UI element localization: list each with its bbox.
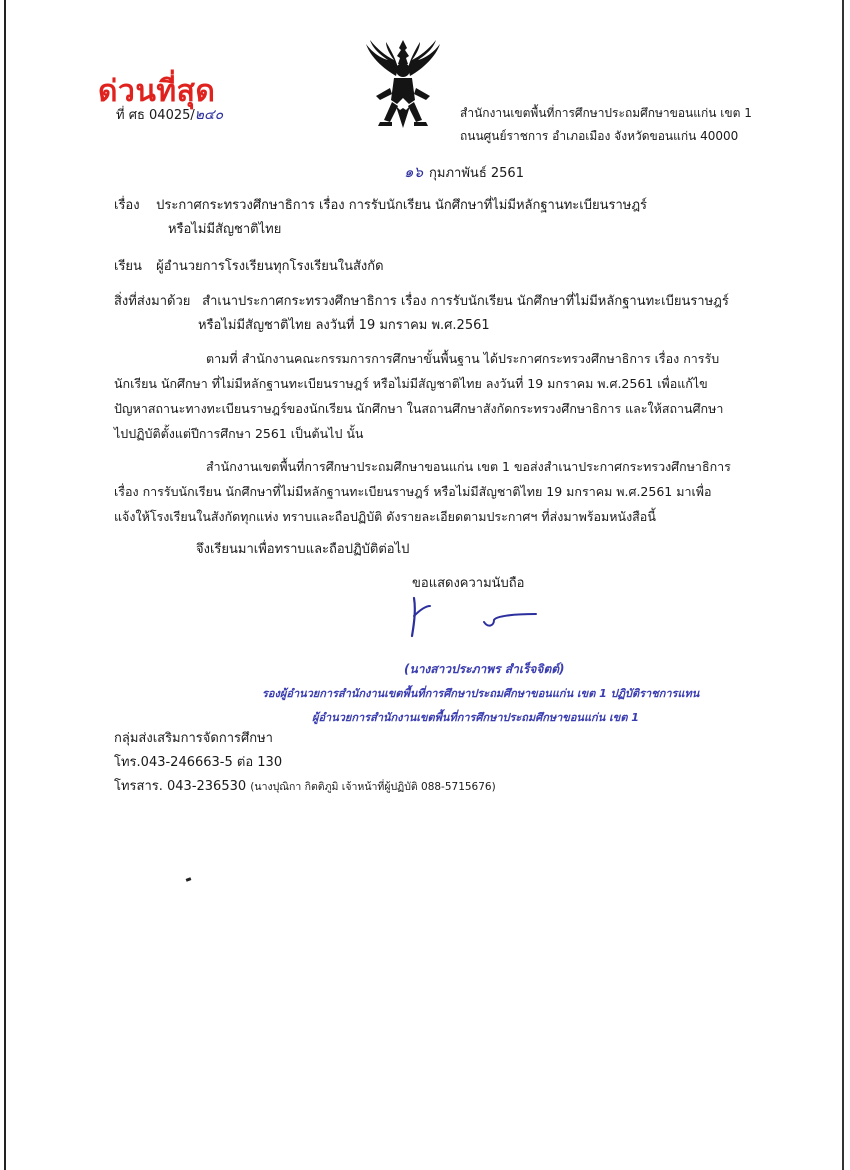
- garuda-emblem-icon: [362, 38, 444, 130]
- recipient-label: เรียน: [114, 259, 142, 274]
- document-number: [116, 104, 223, 126]
- signatory-position-stamp: รองผู้อำนวยการสำนักงานเขตพื้นที่การศึกษาประถมศึกษาขอนแก่น เขต 1 ปฏิบัติราชการแทน: [262, 687, 700, 700]
- enclosure-text-1: สำเนาประกาศกระทรวงศึกษาธิการ เรื่อง การรับนักเรียน นักศึกษาที่ไม่มีหลักฐานทะเบียนราษฎร์: [202, 294, 729, 309]
- paragraph-2-line-1: สำนักงานเขตพื้นที่การศึกษาประถมศึกษาขอนแก่น เขต 1 ขอส่งสำเนาประกาศกระทรวงศึกษาธิการ: [206, 459, 731, 474]
- contact-telephone: โทร.043-246663-5 ต่อ 130: [114, 755, 283, 770]
- date-month-year: กุมภาพันธ์ 2561: [429, 166, 524, 181]
- enclosure-line-2: หรือไม่มีสัญชาติไทย ลงวันที่ 19 มกราคม พ.ศ.2561: [198, 318, 490, 333]
- contact-fax: [114, 775, 496, 796]
- recipient-text: ผู้อำนวยการโรงเรียนทุกโรงเรียนในสังกัด: [156, 259, 384, 274]
- document-number-prefix: ที่ ศธ 04025/: [116, 108, 195, 123]
- organization-address: [460, 102, 752, 148]
- subject-line: [114, 194, 647, 215]
- recipient-line: [114, 255, 384, 276]
- signatory-authority-stamp: ผู้อำนวยการสำนักงานเขตพื้นที่การศึกษาประถมศึกษาขอนแก่น เขต 1: [312, 711, 639, 724]
- paragraph-1-line-4: ไปปฏิบัติตั้งแต่ปีการศึกษา 2561 เป็นต้นไป นั้น: [114, 426, 364, 441]
- body-paragraph-3: จึงเรียนมาเพื่อทราบและถือปฏิบัติต่อไป: [196, 542, 410, 557]
- document-date: [404, 160, 524, 184]
- scan-speck: [186, 877, 192, 882]
- paragraph-2-line-2: เรื่อง การรับนักเรียน นักศึกษาที่ไม่มีหลักฐานทะเบียนราษฎร์ หรือไม่มีสัญชาติไทย 19 มกราคม พ.ศ.2561 มาเพื่อ: [114, 484, 712, 499]
- paragraph-2-line-3: แจ้งให้โรงเรียนในสังกัดทุกแห่ง ทราบและถือปฏิบัติ ดังรายละเอียดตามประกาศฯ ที่ส่งมาพร้อมหนังสือนี้: [114, 509, 656, 524]
- document-number-handwritten: ๒๔๐: [194, 107, 224, 123]
- urgent-stamp: ด่วนที่สุด: [98, 74, 216, 109]
- contact-fax-number: โทรสาร. 043-236530: [114, 779, 247, 794]
- subject-label: เรื่อง: [114, 198, 140, 213]
- paragraph-1-line-3: ปัญหาสถานะทางทะเบียนราษฎร์ของนักเรียน นักศึกษา ในสถานศึกษาสังกัดกระทรวงศึกษาธิการ และให้สถานศึกษา: [114, 401, 724, 416]
- contact-officer-note: (นางปุณิกา กิตติภูมิ เจ้าหน้าที่ผู้ปฏิบัติ 088-5715676): [250, 781, 496, 793]
- paragraph-1-line-2: นักเรียน นักศึกษา ที่ไม่มีหลักฐานทะเบียนราษฎร์ หรือไม่มีสัญชาติไทย ลงวันที่ 19 มกราคม พ.ศ.2561 เพื่อแก้ไข: [114, 376, 708, 391]
- enclosure-label: สิ่งที่ส่งมาด้วย: [114, 294, 191, 309]
- enclosure-line: [114, 290, 729, 311]
- subject-line-2: หรือไม่มีสัญชาติไทย: [168, 222, 282, 237]
- closing-salutation: ขอแสดงความนับถือ: [412, 576, 525, 591]
- body-paragraph-2: [114, 454, 754, 529]
- signatory-name-stamp: (นางสาวประภาพร สำเร็จจิตต์): [404, 662, 565, 676]
- body-paragraph-1: [114, 346, 754, 446]
- organization-street: ถนนศูนย์ราชการ อำเภอเมือง จังหวัดขอนแก่น 40000: [460, 129, 739, 143]
- scan-border-left: [4, 0, 6, 1170]
- paragraph-1-line-1: ตามที่ สำนักงานคณะกรรมการการศึกษาขั้นพื้นฐาน ได้ประกาศกระทรวงศึกษาธิการ เรื่อง การรับ: [206, 351, 720, 366]
- organization-name: สำนักงานเขตพื้นที่การศึกษาประถมศึกษาขอนแก่น เขต 1: [460, 106, 752, 120]
- handwritten-signature: [404, 592, 544, 642]
- contact-department: กลุ่มส่งเสริมการจัดการศึกษา: [114, 731, 273, 746]
- date-day-handwritten: ๑๖: [404, 163, 424, 181]
- scan-border-right: [842, 0, 844, 1170]
- subject-text-1: ประกาศกระทรวงศึกษาธิการ เรื่อง การรับนักเรียน นักศึกษาที่ไม่มีหลักฐานทะเบียนราษฎร์: [156, 198, 648, 213]
